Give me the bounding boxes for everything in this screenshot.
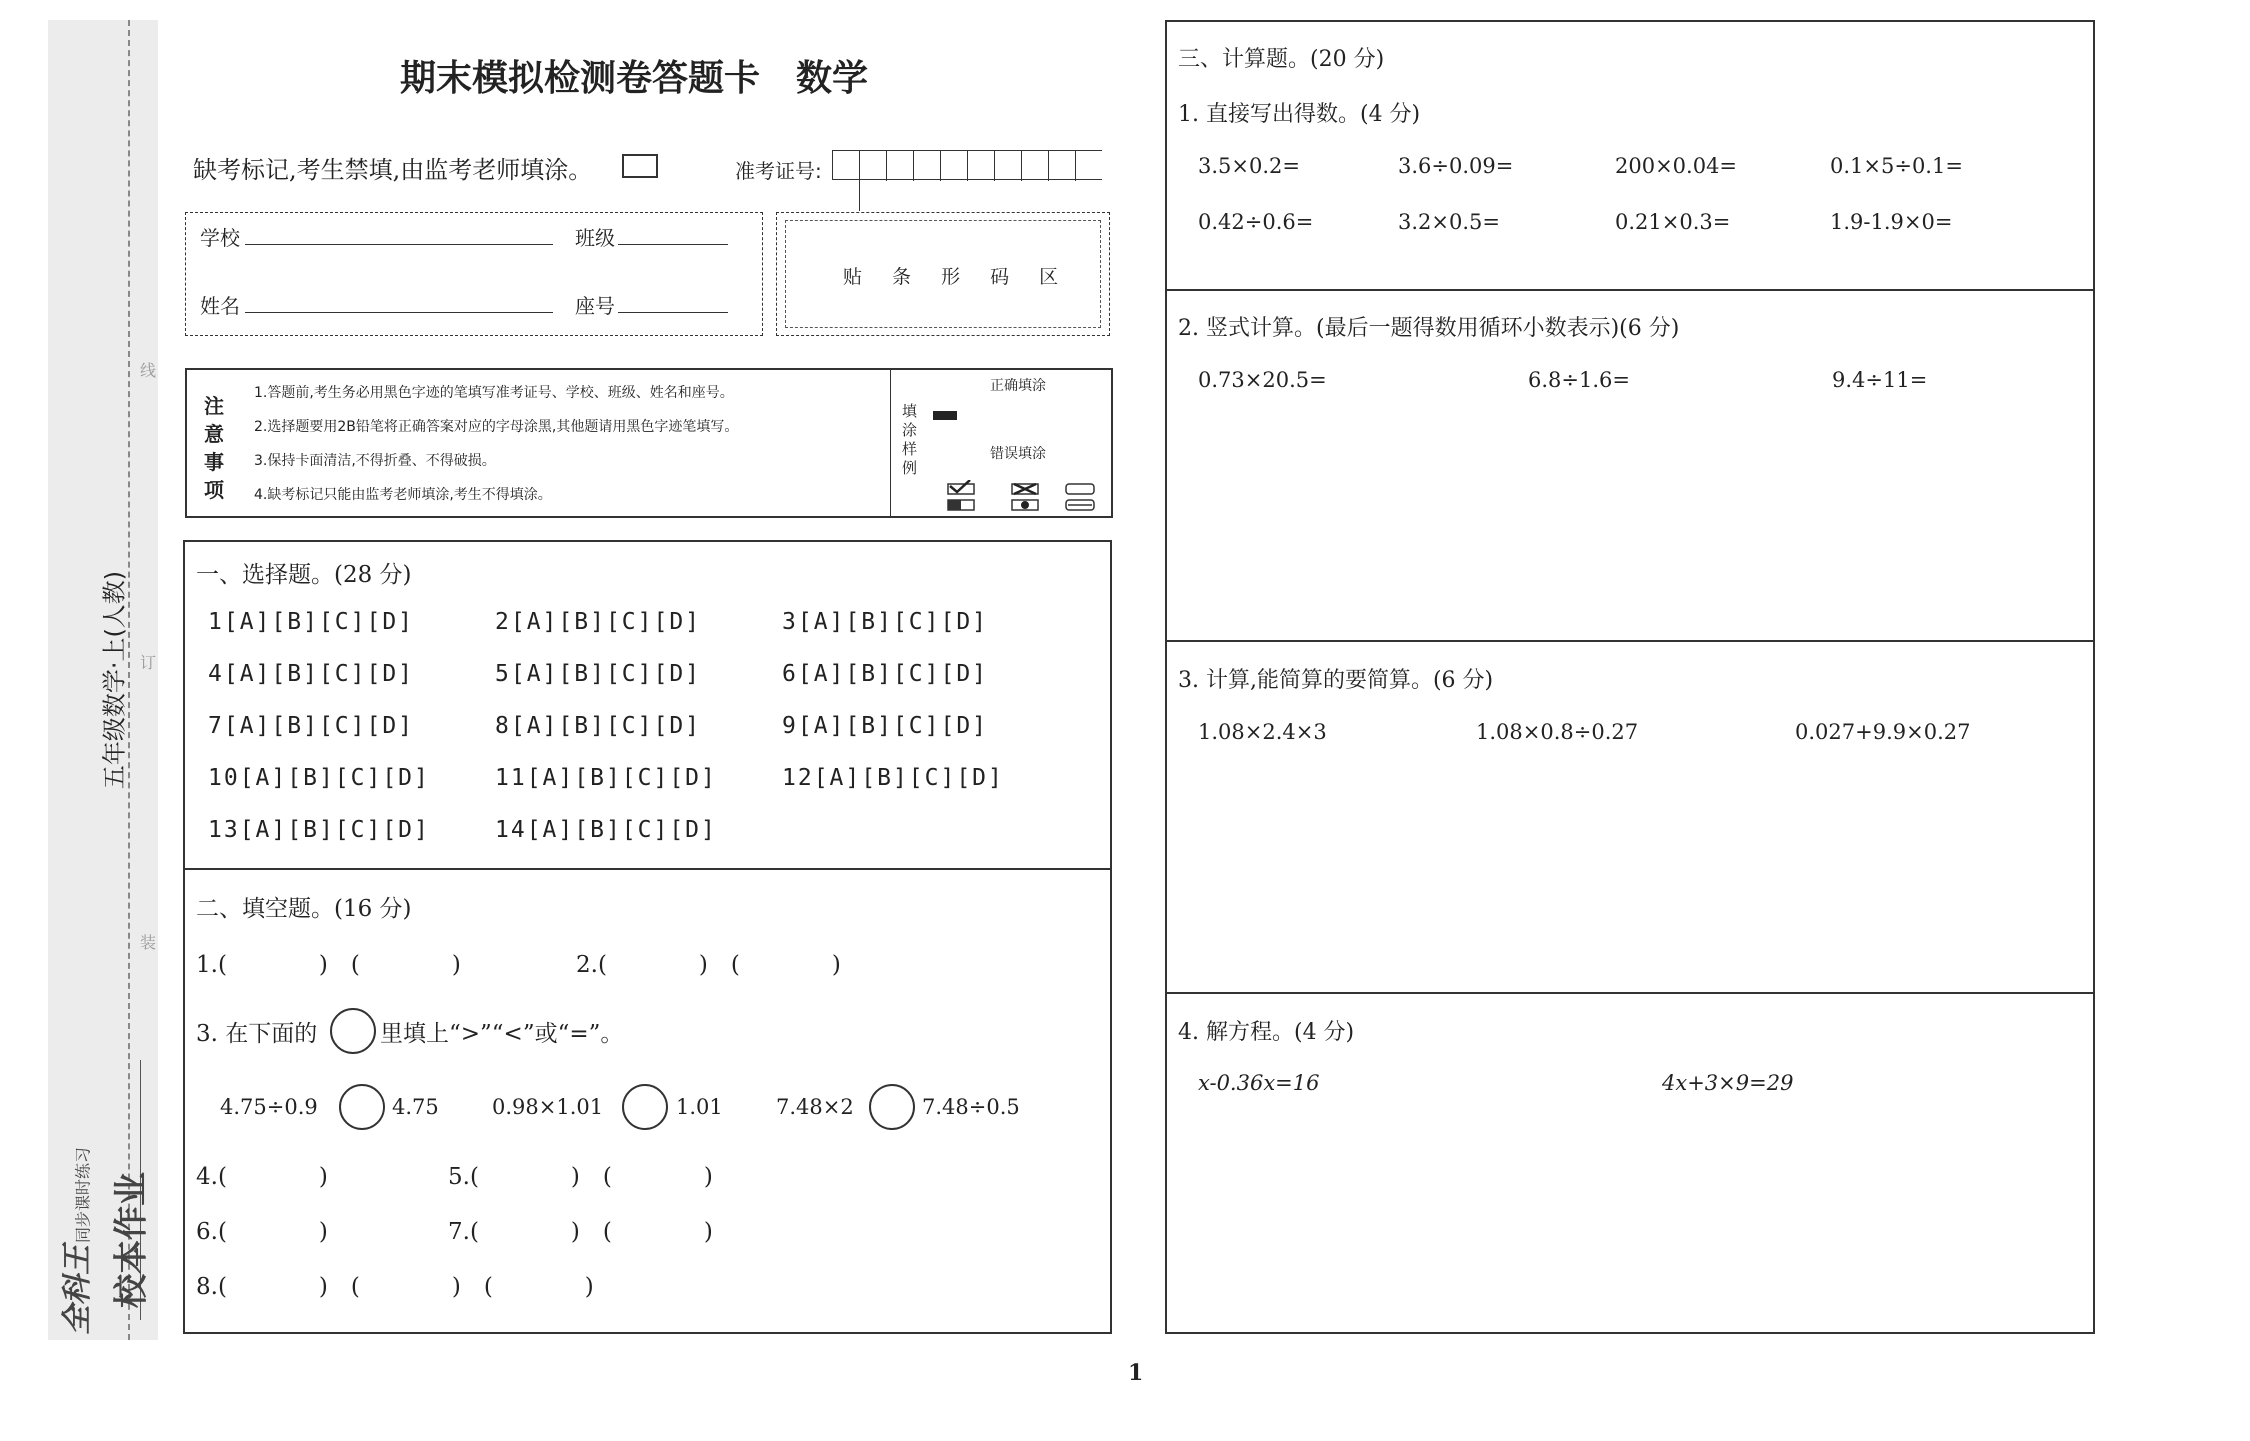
fill-q7[interactable]: 7.( ) ( ) <box>448 1219 713 1245</box>
options[interactable]: [A][B][C][D] <box>239 765 430 791</box>
choice-q13[interactable] <box>208 817 430 843</box>
notice-item: 2.选择题要用2B铅笔将正确答案对应的字母涂黑,其他题请用黑色字迹笔填写。 <box>254 419 739 435</box>
q-number: 13 <box>208 817 240 843</box>
oral-calc: 3.6÷0.09= <box>1398 154 1514 178</box>
q-number: 9 <box>782 713 798 739</box>
barcode-label: 贴 条 形 码 区 <box>843 266 1071 288</box>
compare-circle[interactable] <box>339 1084 385 1130</box>
id-cell[interactable] <box>995 151 1022 181</box>
id-cell[interactable] <box>833 151 860 181</box>
choice-q5[interactable] <box>495 661 701 687</box>
section1-title: 一、选择题。(28 分) <box>196 562 412 588</box>
fill-q6[interactable]: 6.( ) <box>196 1219 328 1245</box>
part1-title: 1. 直接写出得数。(4 分) <box>1178 102 1421 127</box>
book-label: 五年级数学·上(人教) <box>100 570 129 790</box>
choice-q6[interactable] <box>782 661 988 687</box>
exam-id-boxes[interactable] <box>832 150 1102 180</box>
compare-left: 0.98×1.01 <box>492 1095 604 1119</box>
fill-q4[interactable]: 4.( ) <box>196 1164 328 1190</box>
oral-calc: 3.5×0.2= <box>1198 154 1300 178</box>
fill-q1[interactable]: 1.( ) ( ) <box>196 952 461 978</box>
part-divider <box>1165 640 2095 642</box>
options[interactable]: [A][B][C][D] <box>526 765 717 791</box>
correct-sample-mark <box>933 411 957 420</box>
oral-calc: 3.2×0.5= <box>1398 210 1500 234</box>
oral-calc: 0.1×5÷0.1= <box>1830 154 1963 178</box>
class-field[interactable] <box>618 244 728 245</box>
page-title: 期末模拟检测卷答题卡 数学 <box>400 57 869 99</box>
q-number: 1 <box>208 609 224 635</box>
fill-q2[interactable]: 2.( ) ( ) <box>576 952 841 978</box>
cross-sample-icon <box>1012 484 1038 510</box>
absent-mark-box[interactable] <box>622 154 658 178</box>
equation: 4x+3×9=29 <box>1662 1071 1794 1095</box>
id-cell[interactable] <box>1022 151 1049 181</box>
q-number: 10 <box>208 765 240 791</box>
class-label: 班级 <box>575 226 615 250</box>
q-number: 11 <box>495 765 527 791</box>
exam-id-label: 准考证号: <box>735 159 822 183</box>
name-field[interactable] <box>245 312 553 313</box>
options[interactable]: [A][B][C][D] <box>526 817 717 843</box>
options[interactable]: [A][B][C][D] <box>239 817 430 843</box>
name-label: 姓名 <box>200 294 240 318</box>
school-label: 学校 <box>200 226 240 250</box>
part2-title: 2. 竖式计算。(最后一题得数用循环小数表示)(6 分) <box>1178 316 1680 341</box>
q-number: 8 <box>495 713 511 739</box>
id-cell[interactable] <box>887 151 914 181</box>
options[interactable]: [A][B][C][D] <box>223 609 415 635</box>
cut-word-bind: 订 <box>140 653 157 672</box>
options[interactable]: [A][B][C][D] <box>223 713 415 739</box>
id-cell[interactable] <box>1049 151 1076 181</box>
choice-q3[interactable] <box>782 609 988 635</box>
q-number: 3 <box>782 609 798 635</box>
cut-word-install: 装 <box>140 933 157 952</box>
id-cell[interactable] <box>968 151 995 181</box>
oral-calc: 200×0.04= <box>1615 154 1738 178</box>
q-number: 2 <box>495 609 511 635</box>
choice-q9[interactable] <box>782 713 988 739</box>
choice-q12[interactable] <box>782 765 1004 791</box>
simplify-calc: 0.027+9.9×0.27 <box>1795 720 1971 744</box>
id-cell[interactable] <box>914 151 941 181</box>
fill-q8[interactable]: 8.( ) ( ) ( ) <box>196 1274 594 1300</box>
fill-q5[interactable]: 5.( ) ( ) <box>448 1164 713 1190</box>
q-number: 12 <box>782 765 814 791</box>
simplify-calc: 1.08×0.8÷0.27 <box>1476 720 1639 744</box>
cut-word-line: 线 <box>140 361 157 380</box>
q-number: 4 <box>208 661 224 687</box>
options[interactable]: [A][B][C][D] <box>510 713 702 739</box>
choice-q8[interactable] <box>495 713 701 739</box>
choice-q2[interactable] <box>495 609 701 635</box>
section3-title: 三、计算题。(20 分) <box>1178 47 1385 72</box>
compare-right: 1.01 <box>676 1095 723 1119</box>
options[interactable]: [A][B][C][D] <box>797 713 989 739</box>
sample-circle <box>330 1008 376 1054</box>
fill-q3-prefix: 3. 在下面的 <box>196 1021 318 1047</box>
choice-q14[interactable] <box>495 817 717 843</box>
fill-q3-suffix: 里填上“>”“<”或“=”。 <box>380 1021 624 1047</box>
q-number: 6 <box>782 661 798 687</box>
compare-circle[interactable] <box>869 1084 915 1130</box>
correct-label: 正确填涂 <box>990 378 1046 394</box>
oral-calc: 0.42÷0.6= <box>1198 210 1314 234</box>
section2-title: 二、填空题。(16 分) <box>196 896 412 922</box>
compare-right: 4.75 <box>392 1095 439 1119</box>
part-divider <box>1165 992 2095 994</box>
id-cell[interactable] <box>941 151 968 181</box>
notice-item: 1.答题前,考生务必用黑色字迹的笔填写准考证号、学校、班级、姓名和座号。 <box>254 385 734 401</box>
options[interactable]: [A][B][C][D] <box>510 609 702 635</box>
id-cell[interactable] <box>833 181 860 211</box>
q-number: 5 <box>495 661 511 687</box>
sample-title: 填涂样例 <box>902 402 918 477</box>
brand-sub: 同步课时练习 <box>73 1146 93 1244</box>
school-field[interactable] <box>245 244 553 245</box>
notice-divider <box>890 368 891 518</box>
notice-item: 3.保持卡面清洁,不得折叠、不得破损。 <box>254 453 496 469</box>
part4-title: 4. 解方程。(4 分) <box>1178 1020 1355 1045</box>
options[interactable]: [A][B][C][D] <box>510 661 702 687</box>
seat-label: 座号 <box>575 294 615 318</box>
part-divider <box>1165 289 2095 291</box>
notice-title: 注意事项 <box>204 394 224 502</box>
q-number: 14 <box>495 817 527 843</box>
compare-left: 7.48×2 <box>776 1095 854 1119</box>
section-divider <box>183 868 1112 870</box>
absent-note: 缺考标记,考生禁填,由监考老师填涂。 <box>193 156 593 184</box>
brand-logo: 全科王 <box>60 1245 95 1335</box>
wrong-label: 错误填涂 <box>990 446 1046 462</box>
line-sample-icon <box>1066 484 1094 510</box>
compare-left: 4.75÷0.9 <box>220 1095 318 1119</box>
oral-calc: 0.21×0.3= <box>1615 210 1731 234</box>
part3-title: 3. 计算,能简算的要简算。(6 分) <box>1178 668 1494 693</box>
choice-q1[interactable] <box>208 609 414 635</box>
simplify-calc: 1.08×2.4×3 <box>1198 720 1327 744</box>
oral-calc: 1.9-1.9×0= <box>1830 210 1953 234</box>
vertical-calc: 6.8÷1.6= <box>1528 368 1630 392</box>
brand-main: 校本作业 <box>111 1172 152 1308</box>
wrong-samples <box>940 480 1100 516</box>
student-info-box <box>185 212 763 336</box>
vertical-calc: 0.73×20.5= <box>1198 368 1327 392</box>
id-cell[interactable] <box>860 151 887 181</box>
seat-field[interactable] <box>618 312 728 313</box>
choice-q11[interactable] <box>495 765 717 791</box>
compare-right: 7.48÷0.5 <box>922 1095 1020 1119</box>
choice-q10[interactable] <box>208 765 430 791</box>
options[interactable]: [A][B][C][D] <box>223 661 415 687</box>
choice-q4[interactable] <box>208 661 414 687</box>
notice-item: 4.缺考标记只能由监考老师填涂,考生不得填涂。 <box>254 487 552 503</box>
page-number: 1 <box>1128 1360 1144 1386</box>
options[interactable]: [A][B][C][D] <box>797 609 989 635</box>
equation: x-0.36x=16 <box>1198 1071 1320 1095</box>
compare-circle[interactable] <box>622 1084 668 1130</box>
vertical-calc: 9.4÷11= <box>1832 368 1928 392</box>
q-number: 7 <box>208 713 224 739</box>
options[interactable]: [A][B][C][D] <box>797 661 989 687</box>
check-sample-icon <box>948 480 974 510</box>
choice-q7[interactable] <box>208 713 414 739</box>
options[interactable]: [A][B][C][D] <box>813 765 1004 791</box>
